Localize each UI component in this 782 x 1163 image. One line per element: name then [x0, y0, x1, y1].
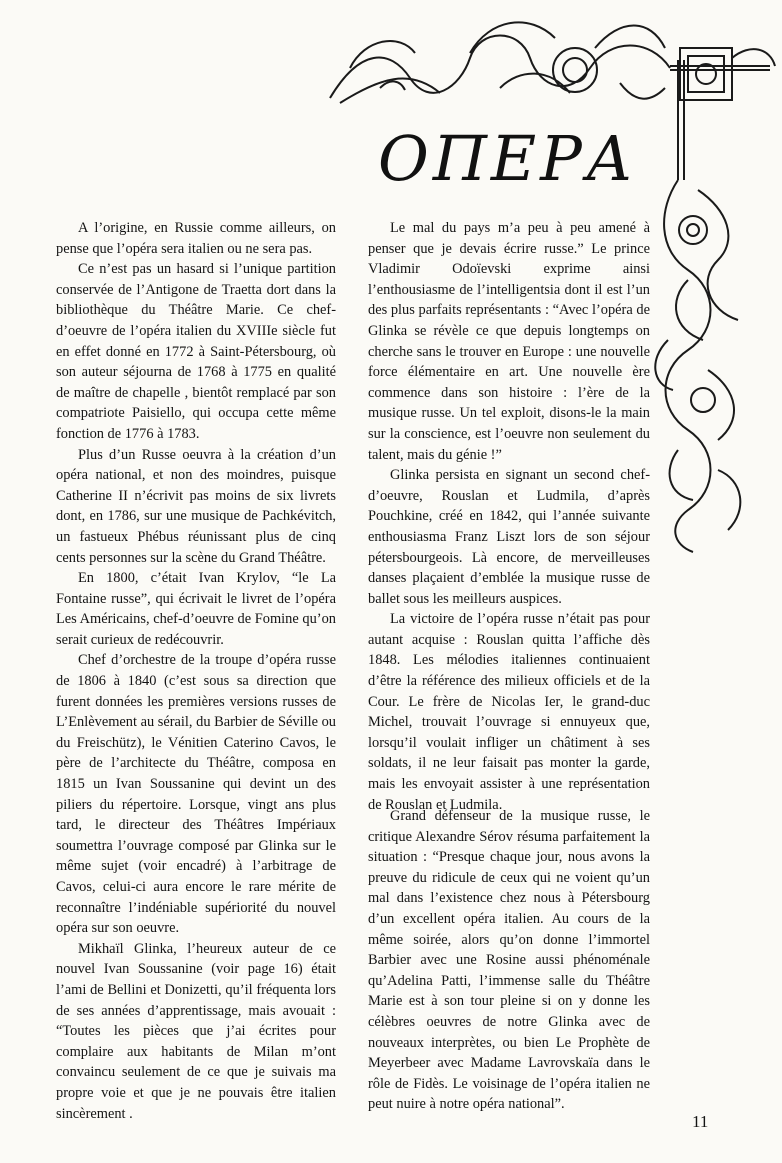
- paragraph: Le mal du pays m’a peu à peu amené à penser que je devais écrire russe.” Le prince Vladimir Odoïevski exprime ainsi l’enthousiasme de l’intelligentsia dont il est l’un des plus parfaits représentants : “Avec l’opéra de Glinka se révèle ce que depuis longtemps on cherche sans le trouver en Europe : une nouvelle force élémentaire en art. Une nouvelle ère commence dans son histoire : l’ère de la musique russe. Un tel exploit, disons-le la main sur la conscience, est l’oeuvre non seulement du talent, mais du génie !”: [368, 220, 650, 463]
- paragraph: Grand défenseur de la musique russe, le critique Alexandre Sérov résuma parfaitement la situation : “Presque chaque jour, nous avons la preuve du ridicule de ceux qui ne voient qu’un mal dans l’existence chez nous à Pétersbourg d’un excellent opéra italien. Au cours de la même soirée, alors qu’on donne l’immortel Barbier avec une Rosine aussi phénoménale qu’Adelina Patti, l’immense salle du Théâtre Marie est à son tour pleine si on y donne les célèbres oeuvres de notre Glinka avec de nouveaux interprètes, ou bien Le Prophète de Meyerbeer avec Madame Lavrovskaïa dans le rôle de Fidès. Le voisinage de l’opéra italien ne peut nuire à notre opéra national”.: [368, 808, 650, 1113]
- ornamental-side-border: [648, 40, 772, 560]
- paragraph: La victoire de l’opéra russe n’était pas pour autant acquise : Rouslan quitta l’affiche dès 1848. Les mélodies italiennes continuaient d’être la référence des milieux officiels et de la Cour. Le frère de Nicolas Ier, le grand-duc Michel, trouvait l’ouvrage si ennuyeux que, lorsqu’il voulait infliger un châtiment à ses soldats, il ne leur faisait pas monter la garde, mais les envoyait assister à une représentation de Rouslan et Ludmila.: [368, 611, 650, 813]
- page-title: ОПЕРА: [378, 122, 637, 195]
- paragraph: Ce n’est pas un hasard si l’unique partition conservée de l’Antigone de Traetta dort dans la bibliothèque du Théâtre Marie. Ce chef-d’oeuvre de l’opéra italien du XVIIIe siècle fut en effet donné en 1772 à Saint-Pétersbourg, où son auteur séjourna de 1768 à 1775 en qualité de maître de chapelle , bientôt remplacé par son compatriote Paisiello, qui occupa cette même fonction de 1776 à 1783.: [56, 261, 336, 442]
- right-column: [368, 218, 650, 815]
- right-column-lower: [368, 806, 650, 1115]
- paragraph: Glinka persista en signant un second chef-d’oeuvre, Rouslan et Ludmila, d’après Pouchkine, créé en 1842, qui l’année suivante enthousiasma Franz Liszt lors de son séjour pétersbourgeois. Là encore, de merveilleuses danses plaçaient d’emblée la musique russe de ballet sous les meilleurs auspices.: [368, 467, 650, 607]
- page-number: 11: [692, 1112, 709, 1131]
- paragraph: Plus d’un Russe oeuvra à la création d’un opéra national, et non des moindres, puisque Catherine II n’écrivit pas moins de six livrets dont, en 1786, sur une musique de Pachkévitch, un fastueux Phébus réunissant plus de cinq cents personnes sur la scène du Grand Théâtre.: [56, 446, 336, 566]
- paragraph: En 1800, c’était Ivan Krylov, “le La Fontaine russe”, qui écrivait le livret de l’opéra Les Américains, chef-d’oeuvre de Fomine qu’on serait curieux de redécouvrir.: [56, 570, 336, 648]
- paragraph: A l’origine, en Russie comme ailleurs, on pense que l’opéra sera italien ou ne sera pas.: [56, 220, 336, 257]
- paragraph: Mikhaïl Glinka, l’heureux auteur de ce nouvel Ivan Soussanine (voir page 16) était l’ami de Bellini et Donizetti, qu’il fréquenta lors de ses années d’apprentissage, mais avouait : “Toutes les pièces que j’ai écrites pour complaire aux habitants de Milan m’ont convaincu seulement de ce que je suivais ma propre voie et que je ne pouvais être italien sincèrement .: [56, 940, 336, 1122]
- paragraph: Chef d’orchestre de la troupe d’opéra russe de 1806 à 1840 (c’est sous sa direction que furent données les premières versions russes de L’Enlèvement au sérail, du Barbier de Séville ou du Freischütz), le Vénitien Caterino Cavos, le père de l’architecte du Théâtre, composa en 1815 un Ivan Soussanine qui devint un des piliers du répertoire. Lorsque, vingt ans plus tard, le directeur des Théâtres Impériaux soumettra l’ouvrage composé par Glinka sur le même sujet (voir encadré) à l’arbitrage de Cavos, celui-ci aura encore le rare mérite de reconnaître l’indéniable supériorité du nouvel opéra sur son oeuvre.: [56, 652, 336, 937]
- left-column: [56, 218, 336, 1124]
